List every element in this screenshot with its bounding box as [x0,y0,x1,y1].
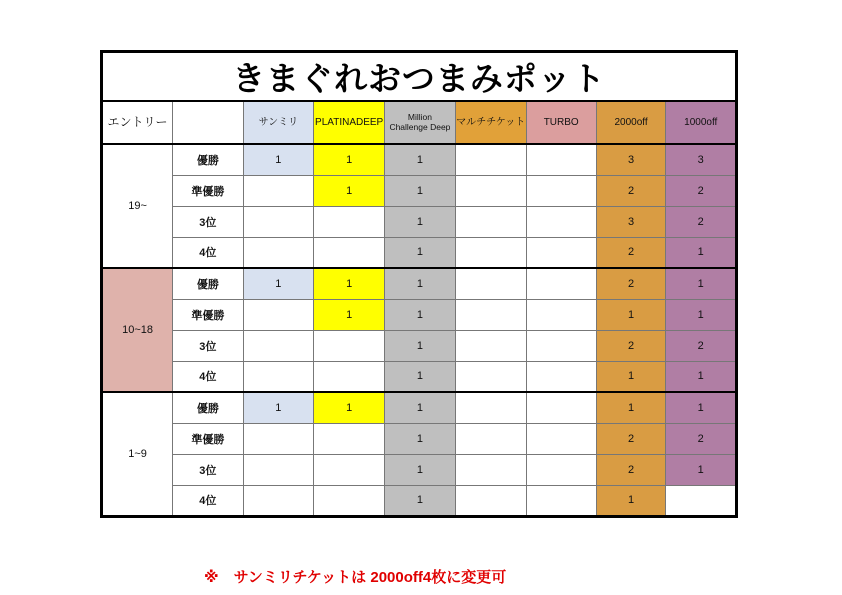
value-cell [455,423,526,454]
value-cell: 2 [666,206,737,237]
prize-table [100,50,738,518]
value-cell: 2 [596,454,666,485]
header-blank [173,101,243,144]
value-cell [314,361,385,392]
entry-group-label: 1~9 [102,392,173,516]
value-cell [455,175,526,206]
rank-label: 4位 [173,361,243,392]
rank-label: 3位 [173,454,243,485]
title-row [102,52,737,102]
value-cell: 1 [385,206,455,237]
value-cell [526,361,596,392]
table-row [102,392,737,423]
value-cell [314,454,385,485]
table-row [102,206,737,237]
value-cell: 1 [385,454,455,485]
value-cell [526,330,596,361]
value-cell [526,268,596,299]
page-title: きまぐれおつまみポット [102,52,737,102]
rank-label: 3位 [173,206,243,237]
header-sanmiri: サンミリ [243,101,313,144]
value-cell [526,175,596,206]
rank-label: 4位 [173,237,243,268]
header-row [102,101,737,144]
value-cell [455,330,526,361]
rank-label: 優勝 [173,392,243,423]
value-cell: 1 [385,423,455,454]
rank-label: 優勝 [173,144,243,175]
prize-sheet [100,50,738,586]
value-cell: 1 [385,175,455,206]
value-cell: 1 [314,392,385,423]
value-cell: 1 [385,361,455,392]
value-cell: 1 [314,144,385,175]
value-cell [455,299,526,330]
value-cell: 1 [596,299,666,330]
value-cell [455,268,526,299]
value-cell [243,454,313,485]
value-cell: 2 [596,330,666,361]
value-cell: 1 [666,299,737,330]
value-cell [455,392,526,423]
value-cell: 2 [596,237,666,268]
rank-label: 3位 [173,330,243,361]
value-cell [243,423,313,454]
table-row [102,144,737,175]
value-cell: 2 [596,175,666,206]
value-cell: 3 [596,144,666,175]
table-row [102,330,737,361]
value-cell [666,485,737,516]
value-cell [455,485,526,516]
value-cell: 2 [666,175,737,206]
value-cell [455,454,526,485]
value-cell: 1 [385,485,455,516]
value-cell: 2 [666,330,737,361]
value-cell [314,485,385,516]
value-cell: 1 [385,299,455,330]
table-row [102,175,737,206]
value-cell: 3 [596,206,666,237]
value-cell: 2 [666,423,737,454]
table-row [102,485,737,516]
value-cell [243,361,313,392]
value-cell [314,330,385,361]
table-row [102,423,737,454]
value-cell: 1 [385,268,455,299]
rank-label: 準優勝 [173,175,243,206]
value-cell: 1 [666,361,737,392]
value-cell: 1 [314,175,385,206]
value-cell [314,206,385,237]
value-cell [526,144,596,175]
value-cell: 1 [666,454,737,485]
value-cell: 1 [385,392,455,423]
value-cell [314,423,385,454]
header-1000off: 1000off [666,101,737,144]
value-cell [243,237,313,268]
rank-label: 準優勝 [173,299,243,330]
value-cell: 1 [596,361,666,392]
value-cell: 1 [243,268,313,299]
value-cell: 1 [666,392,737,423]
rank-label: 優勝 [173,268,243,299]
value-cell [526,237,596,268]
value-cell [526,454,596,485]
entry-group-label: 19~ [102,144,173,268]
header-2000off: 2000off [596,101,666,144]
value-cell [243,206,313,237]
value-cell [526,423,596,454]
value-cell [526,392,596,423]
value-cell [243,330,313,361]
value-cell: 2 [596,423,666,454]
table-row [102,237,737,268]
value-cell: 1 [385,237,455,268]
table-row [102,454,737,485]
value-cell: 3 [666,144,737,175]
value-cell: 1 [243,144,313,175]
value-cell [314,237,385,268]
table-row [102,361,737,392]
value-cell [455,206,526,237]
value-cell [455,361,526,392]
header-million-challenge-deep: Million Challenge Deep [385,101,455,144]
value-cell: 1 [314,299,385,330]
footnote: ※ サンミリチケットは 2000off4枚に変更可 [204,569,507,586]
value-cell: 1 [243,392,313,423]
value-cell: 1 [596,392,666,423]
entry-group-label: 10~18 [102,268,173,392]
header-platinadeep: PLATINADEEP [314,101,385,144]
value-cell [243,175,313,206]
header-multi-ticket: マルチチケット [455,101,526,144]
value-cell [243,485,313,516]
value-cell: 1 [596,485,666,516]
value-cell: 1 [385,330,455,361]
value-cell: 1 [666,237,737,268]
value-cell [455,237,526,268]
header-turbo: TURBO [526,101,596,144]
rank-label: 準優勝 [173,423,243,454]
table-row [102,299,737,330]
table-row [102,268,737,299]
value-cell: 1 [314,268,385,299]
header-entry: エントリー [102,101,173,144]
value-cell: 2 [596,268,666,299]
value-cell [526,485,596,516]
value-cell [243,299,313,330]
value-cell [526,206,596,237]
value-cell [455,144,526,175]
value-cell: 1 [666,268,737,299]
value-cell [526,299,596,330]
value-cell: 1 [385,144,455,175]
rank-label: 4位 [173,485,243,516]
